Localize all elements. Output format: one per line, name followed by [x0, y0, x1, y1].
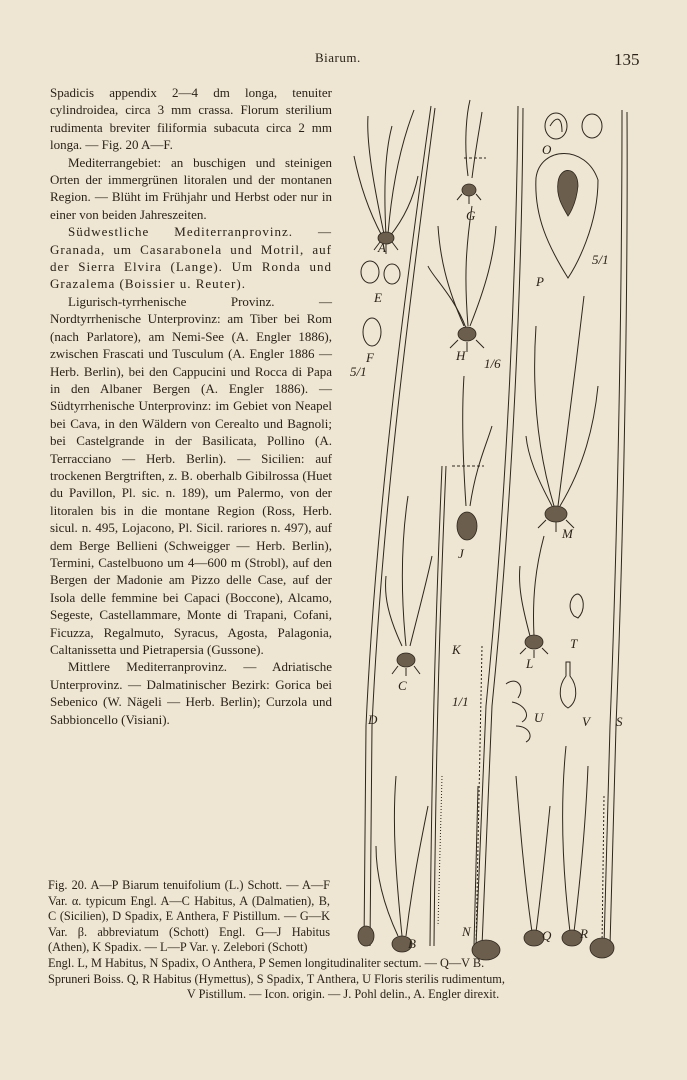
anthera-e — [361, 261, 400, 284]
fig-label-k: K — [452, 642, 461, 657]
fig-label-g: G — [466, 208, 476, 223]
seed-section-p — [536, 154, 598, 279]
paragraph: Mediterrangebiet: an buschigen und steinigen Orten der immergrünen litoralen und der montanen Region. — Blüht im Frühjahr und Herbst oder nur in einer von beiden Jahreszeiten. — [50, 154, 332, 222]
fig-label-r: R — [580, 926, 588, 941]
habitus-c — [386, 496, 432, 676]
caption-line: Engl. L, M Habitus, N Spadix, O Anthera, P Semen longitudinaliter sectum. — Q—V B. — [48, 955, 485, 970]
pistillum-v — [560, 662, 576, 708]
fig-label-h: H — [456, 348, 466, 363]
habitus-h — [428, 206, 496, 352]
page-number: 135 — [614, 50, 640, 69]
fig-label-p: P — [536, 274, 544, 289]
caption-line: V Pistillum. — Icon. origin. — J. Pohl delin., A. Engler direxit. — [186, 987, 500, 1002]
fig-label-d: D — [368, 712, 378, 727]
habitus-l — [519, 536, 548, 658]
fig-label-j: J — [458, 546, 464, 561]
habitus-m — [526, 296, 598, 532]
scape-line — [482, 108, 523, 946]
anthers-o — [545, 113, 602, 139]
fig-label-b: B — [408, 936, 416, 951]
habitus-a — [354, 110, 418, 254]
habitus-j — [452, 376, 492, 540]
scale-f: 5/1 — [350, 364, 367, 379]
scale-p: 5/1 — [592, 252, 609, 267]
scape-line — [476, 106, 518, 946]
fig-label-e: E — [374, 290, 382, 305]
anthera-t — [570, 594, 583, 618]
fig-label-c: C — [398, 678, 407, 693]
fig-label-a: A — [378, 240, 386, 255]
running-head: Biarum. — [315, 50, 361, 65]
plate-drawing — [336, 86, 648, 966]
fig-label-f: F — [366, 350, 374, 365]
fig-label-l: L — [526, 656, 534, 671]
habitus-g — [457, 100, 486, 204]
scape-line — [610, 112, 627, 946]
scale-h: 1/6 — [484, 356, 501, 371]
botanical-plate — [336, 86, 648, 966]
fig-label-m: M — [562, 526, 573, 541]
fig-label-u: U — [534, 710, 544, 725]
paragraph: Südwestliche Mediterranprovinz. — Granada, um Casarabonela und Motril, auf der Sierra Elvira (Lange). Um Ronda und Grazalema (Boissier u. Reuter). — [50, 224, 332, 292]
rudimentum-u — [506, 681, 530, 742]
scape-line — [430, 466, 442, 946]
paragraph: Spadicis appendix 2—4 dm longa, tenuiter cylindroidea, circa 3 mm crassa. Florum sterilium rudimenta breviter filiformia subacuta circa 2 mm longa. — Fig. 20 A—F. — [50, 85, 332, 153]
paragraph: Ligurisch-tyrrhenische Provinz. — Nordtyrrhenische Unterprovinz: am Tiber bei Rom (nach Parlatore), am Nemi-See (A. Engler 1886), zwischen Frascati und Tusculum (A. Engler 1886 — Herb. Berlin), bei den Cappucini und Rocca di Papa in den Albaner Bergen (A. Engler 1886). — Südtyrrhenische Unterprovinz: im Gebiet von Neapel bei Cava, in den Wäldern von Cerealto und Bagnoli; bei Castelgrande in der Basilicata, Pollino (A. Terracciano — Herb. Berlin). — Sicilien: auf trockenen Bergtriften, z. B. oberhalb Gibilrossa (Huet du Pavillon, Pl. sic. n. 189), um Palermo, von der litoralen bis in die montane Region (Ross, Herb. sicul. n. 495, Lojacono, Pl. Sicil. rariores n. 497), auf dem Berge Bellieni (Schweigger — Herb. Berlin), Termini, Castelbuono um 4—600 m (Strobl), auf den Bergen der Madonie am Pizzo delle Case, auf der Isola delle femmine bei Capaci (Boccone), Alcamo, Segeste, Castellammare, Monte di Trapani, Cofani, Ficuzza, Regalmuto, Syracus, Agosta, Palagonia, Caltanissetta und Pietrapersia (Gussone). — [50, 293, 332, 657]
figure-caption — [48, 878, 638, 1003]
caption-block-left: Fig. 20. A—P Biarum tenuifolium (L.) Schott. — A—F Var. α. typicum Engl. A—C Habitus, A (Dalmatien), B, C (Sicilien), D Spadix, E Anthera, F Pistillum. — G—K Var. β. abbreviatum (Schott) Engl. G—J Habitus (Athen), K Spadix. — L—P Var. γ. Zelebori (Schott) — [48, 878, 330, 955]
text-column — [50, 84, 332, 728]
fig-label-v: V — [582, 714, 590, 729]
scape-line — [434, 466, 446, 946]
fig-label-s: S — [616, 714, 623, 729]
fig-label-t: T — [570, 636, 578, 651]
paragraph: Mittlere Mediterranprovinz. — Adriatische Unterprovinz. — Dalmatinischer Bezirk: Gorica bei Sebenico (W. Nägeli — Herb. Berlin); Curzola und Sabbioncello (Visiani). — [50, 659, 332, 727]
fig-label-n: N — [462, 924, 471, 939]
fig-label-q: Q — [542, 928, 552, 943]
caption-line: Spruneri Boiss. Q, R Habitus (Hymettus), S Spadix, T Anthera, U Floris sterilis rudimentum, — [48, 971, 505, 986]
scape-line — [364, 106, 431, 946]
scale-k: 1/1 — [452, 694, 469, 709]
pistillum-f — [363, 318, 381, 346]
fig-label-o: O — [542, 142, 552, 157]
